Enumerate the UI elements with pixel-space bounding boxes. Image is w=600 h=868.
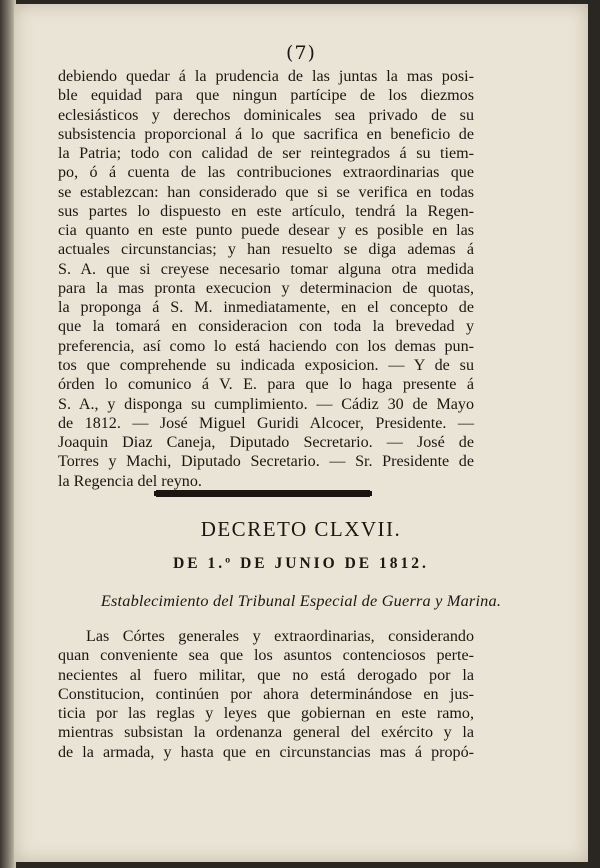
text-line: Joaquin Diaz Caneja, Diputado Secretario. — José de xyxy=(58,434,474,452)
text-line: ble equidad para que ningun partícipe de los diezmos xyxy=(58,87,474,105)
text-line: mientras subsistan la ordenanza general del exército y la xyxy=(58,724,474,742)
text-line: la Regencia del reyno. xyxy=(58,472,202,490)
text-line: que la tomará en consideracion con toda la brevedad y xyxy=(58,318,474,336)
text-line: para la mas pronta execucion y determinacion de quotas, xyxy=(58,279,474,297)
text-line: órden lo comunico á V. E. para que lo haga presente á xyxy=(58,376,474,394)
text-line: Torres y Machi, Diputado Secretario. — Sr. Presidente de xyxy=(58,453,474,471)
text-line: de la armada, y hasta que en circunstancias mas á propó- xyxy=(58,743,474,761)
text-line: ticia por las reglas y leyes que gobiernan en este ramo, xyxy=(58,705,474,723)
text-line: po, ó á cuenta de las contribuciones extraordinarias que xyxy=(58,164,474,182)
decree-title: DECRETO CLXVII. xyxy=(200,517,402,541)
body-text-bottom xyxy=(58,627,474,762)
body-text-top xyxy=(58,67,474,491)
text-line: eclesiásticos y derechos dominicales sea privado de su xyxy=(58,106,474,124)
section-divider-rule xyxy=(154,491,372,496)
page-number: (7) xyxy=(286,42,316,64)
document-page xyxy=(14,4,588,862)
text-line: S. A., y disponga su cumplimiento. — Cádiz 30 de Mayo xyxy=(58,395,474,413)
text-line: la proponga á S. M. inmediatamente, en el concepto de xyxy=(58,299,474,317)
text-line: debiendo quedar á la prudencia de las juntas la mas posi- xyxy=(58,68,474,85)
text-line: necientes al fuero militar, que no está derogado por la xyxy=(58,666,474,684)
text-line: cia quanto en este punto puede desear y es posible en las xyxy=(58,222,474,240)
text-line: Las Córtes generales y extraordinarias, considerando xyxy=(86,628,474,645)
text-line: actuales circunstancias; y han resuelto se diga ademas á xyxy=(58,241,474,259)
text-line: sus partes lo dispuesto en este artículo, tendrá la Regen- xyxy=(58,202,474,220)
text-line: de 1812. — José Miguel Guridi Alcocer, Presidente. — xyxy=(58,414,474,432)
text-line: Constitucion, continúen por ahora determinándose en jus- xyxy=(58,685,474,703)
text-line: quan conveniente sea que los asuntos contenciosos perte- xyxy=(58,647,474,665)
text-line: tos que comprehende su indicada exposicion. — Y de su xyxy=(58,356,474,374)
text-line: la Patria; todo con calidad de ser reintegrados á su tiem- xyxy=(58,145,474,163)
text-line: se establezcan: han considerado que si se verifica en todas xyxy=(58,183,474,201)
text-line: preferencia, así como lo está haciendo con los demas pun- xyxy=(58,337,474,355)
text-line: subsistencia proporcional á lo que sacrifica en beneficio de xyxy=(58,125,474,143)
decree-subject: Establecimiento del Tribunal Especial de Guerra y Marina. xyxy=(100,591,502,610)
decree-date: DE 1.º DE JUNIO DE 1812. xyxy=(173,555,429,572)
text-line: S. A. que si creyese necesario tomar alguna otra medida xyxy=(58,260,474,278)
